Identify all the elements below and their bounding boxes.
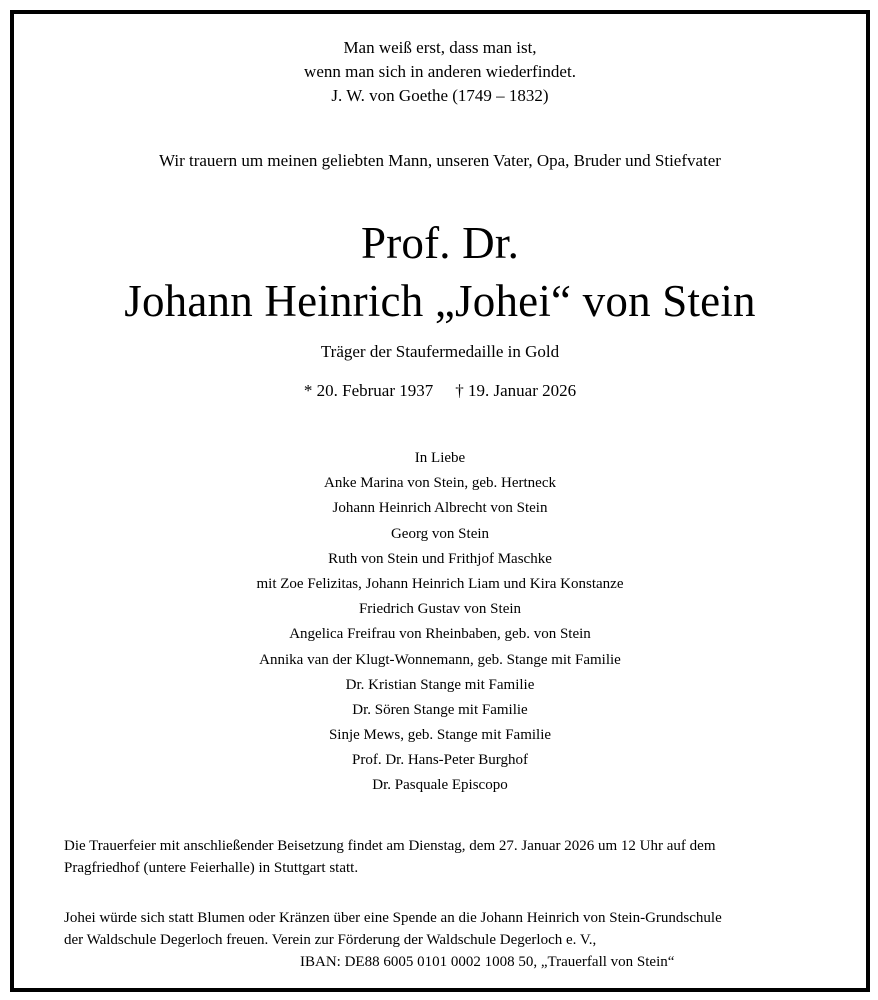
- family-member: Friedrich Gustav von Stein: [358, 601, 522, 618]
- quote-attribution: J. W. von Goethe (1749 – 1832): [331, 86, 549, 105]
- family-member: Ruth von Stein und Frithjof Maschke: [328, 550, 552, 567]
- family-member: Prof. Dr. Hans-Peter Burghof: [352, 752, 528, 769]
- family-member: Johann Heinrich Albrecht von Stein: [332, 500, 548, 517]
- family-member: Angelica Freifrau von Rheinbaben, geb. von Stein: [289, 626, 591, 643]
- funeral-line-1: Die Trauerfeier mit anschließender Beisetzung findet am Dienstag, dem 27. Januar 2026 um 12 Uhr auf dem: [64, 838, 716, 854]
- family-member: mit Zoe Felizitas, Johann Heinrich Liam und Kira Konstanze: [256, 575, 624, 592]
- birth-date: * 20. Februar 1937: [303, 381, 434, 400]
- goethe-quote: [14, 36, 866, 108]
- family-member: Dr. Kristian Stange mit Familie: [345, 676, 535, 693]
- family-member: Annika van der Klugt-Wonnemann, geb. Stange mit Familie: [259, 651, 621, 668]
- obituary-border-frame: [10, 10, 870, 992]
- family-member: Sinje Mews, geb. Stange mit Familie: [328, 727, 552, 744]
- quote-line-2: wenn man sich in anderen wiederfindet.: [304, 62, 576, 81]
- donation-line-1: Johei würde sich statt Blumen oder Kränzen über eine Spende an die Johann Heinrich von Stein-Grundschule: [64, 910, 722, 926]
- iban-line: IBAN: DE88 6005 0101 0002 1008 50, „Trauerfall von Stein“: [300, 954, 675, 970]
- funeral-notice: [64, 835, 844, 879]
- family-intro: In Liebe: [414, 450, 466, 466]
- quote-line-1: Man weiß erst, dass man ist,: [343, 38, 537, 57]
- family-member: Georg von Stein: [390, 525, 490, 542]
- honor-line: Träger der Staufermedaille in Gold: [320, 342, 560, 361]
- family-list: [14, 446, 866, 799]
- deceased-name: Johann Heinrich „Johei“ von Stein: [124, 276, 756, 326]
- donation-notice: [64, 907, 844, 973]
- deceased-name-block: [14, 214, 866, 330]
- donation-line-2: der Waldschule Degerloch freuen. Verein zur Förderung der Waldschule Degerloch e. V.,: [64, 932, 597, 948]
- death-date: † 19. Januar 2026: [455, 381, 577, 400]
- family-member: Dr. Sören Stange mit Familie: [352, 701, 528, 718]
- funeral-line-2: Pragfriedhof (untere Feierhalle) in Stuttgart statt.: [64, 860, 359, 876]
- deceased-title: Prof. Dr.: [360, 218, 520, 268]
- family-member: Anke Marina von Stein, geb. Hertneck: [323, 475, 557, 492]
- life-dates: [14, 380, 866, 402]
- family-member: Dr. Pasquale Episcopo: [372, 777, 508, 794]
- mourning-line: Wir trauern um meinen geliebten Mann, unseren Vater, Opa, Bruder und Stiefvater: [159, 151, 721, 170]
